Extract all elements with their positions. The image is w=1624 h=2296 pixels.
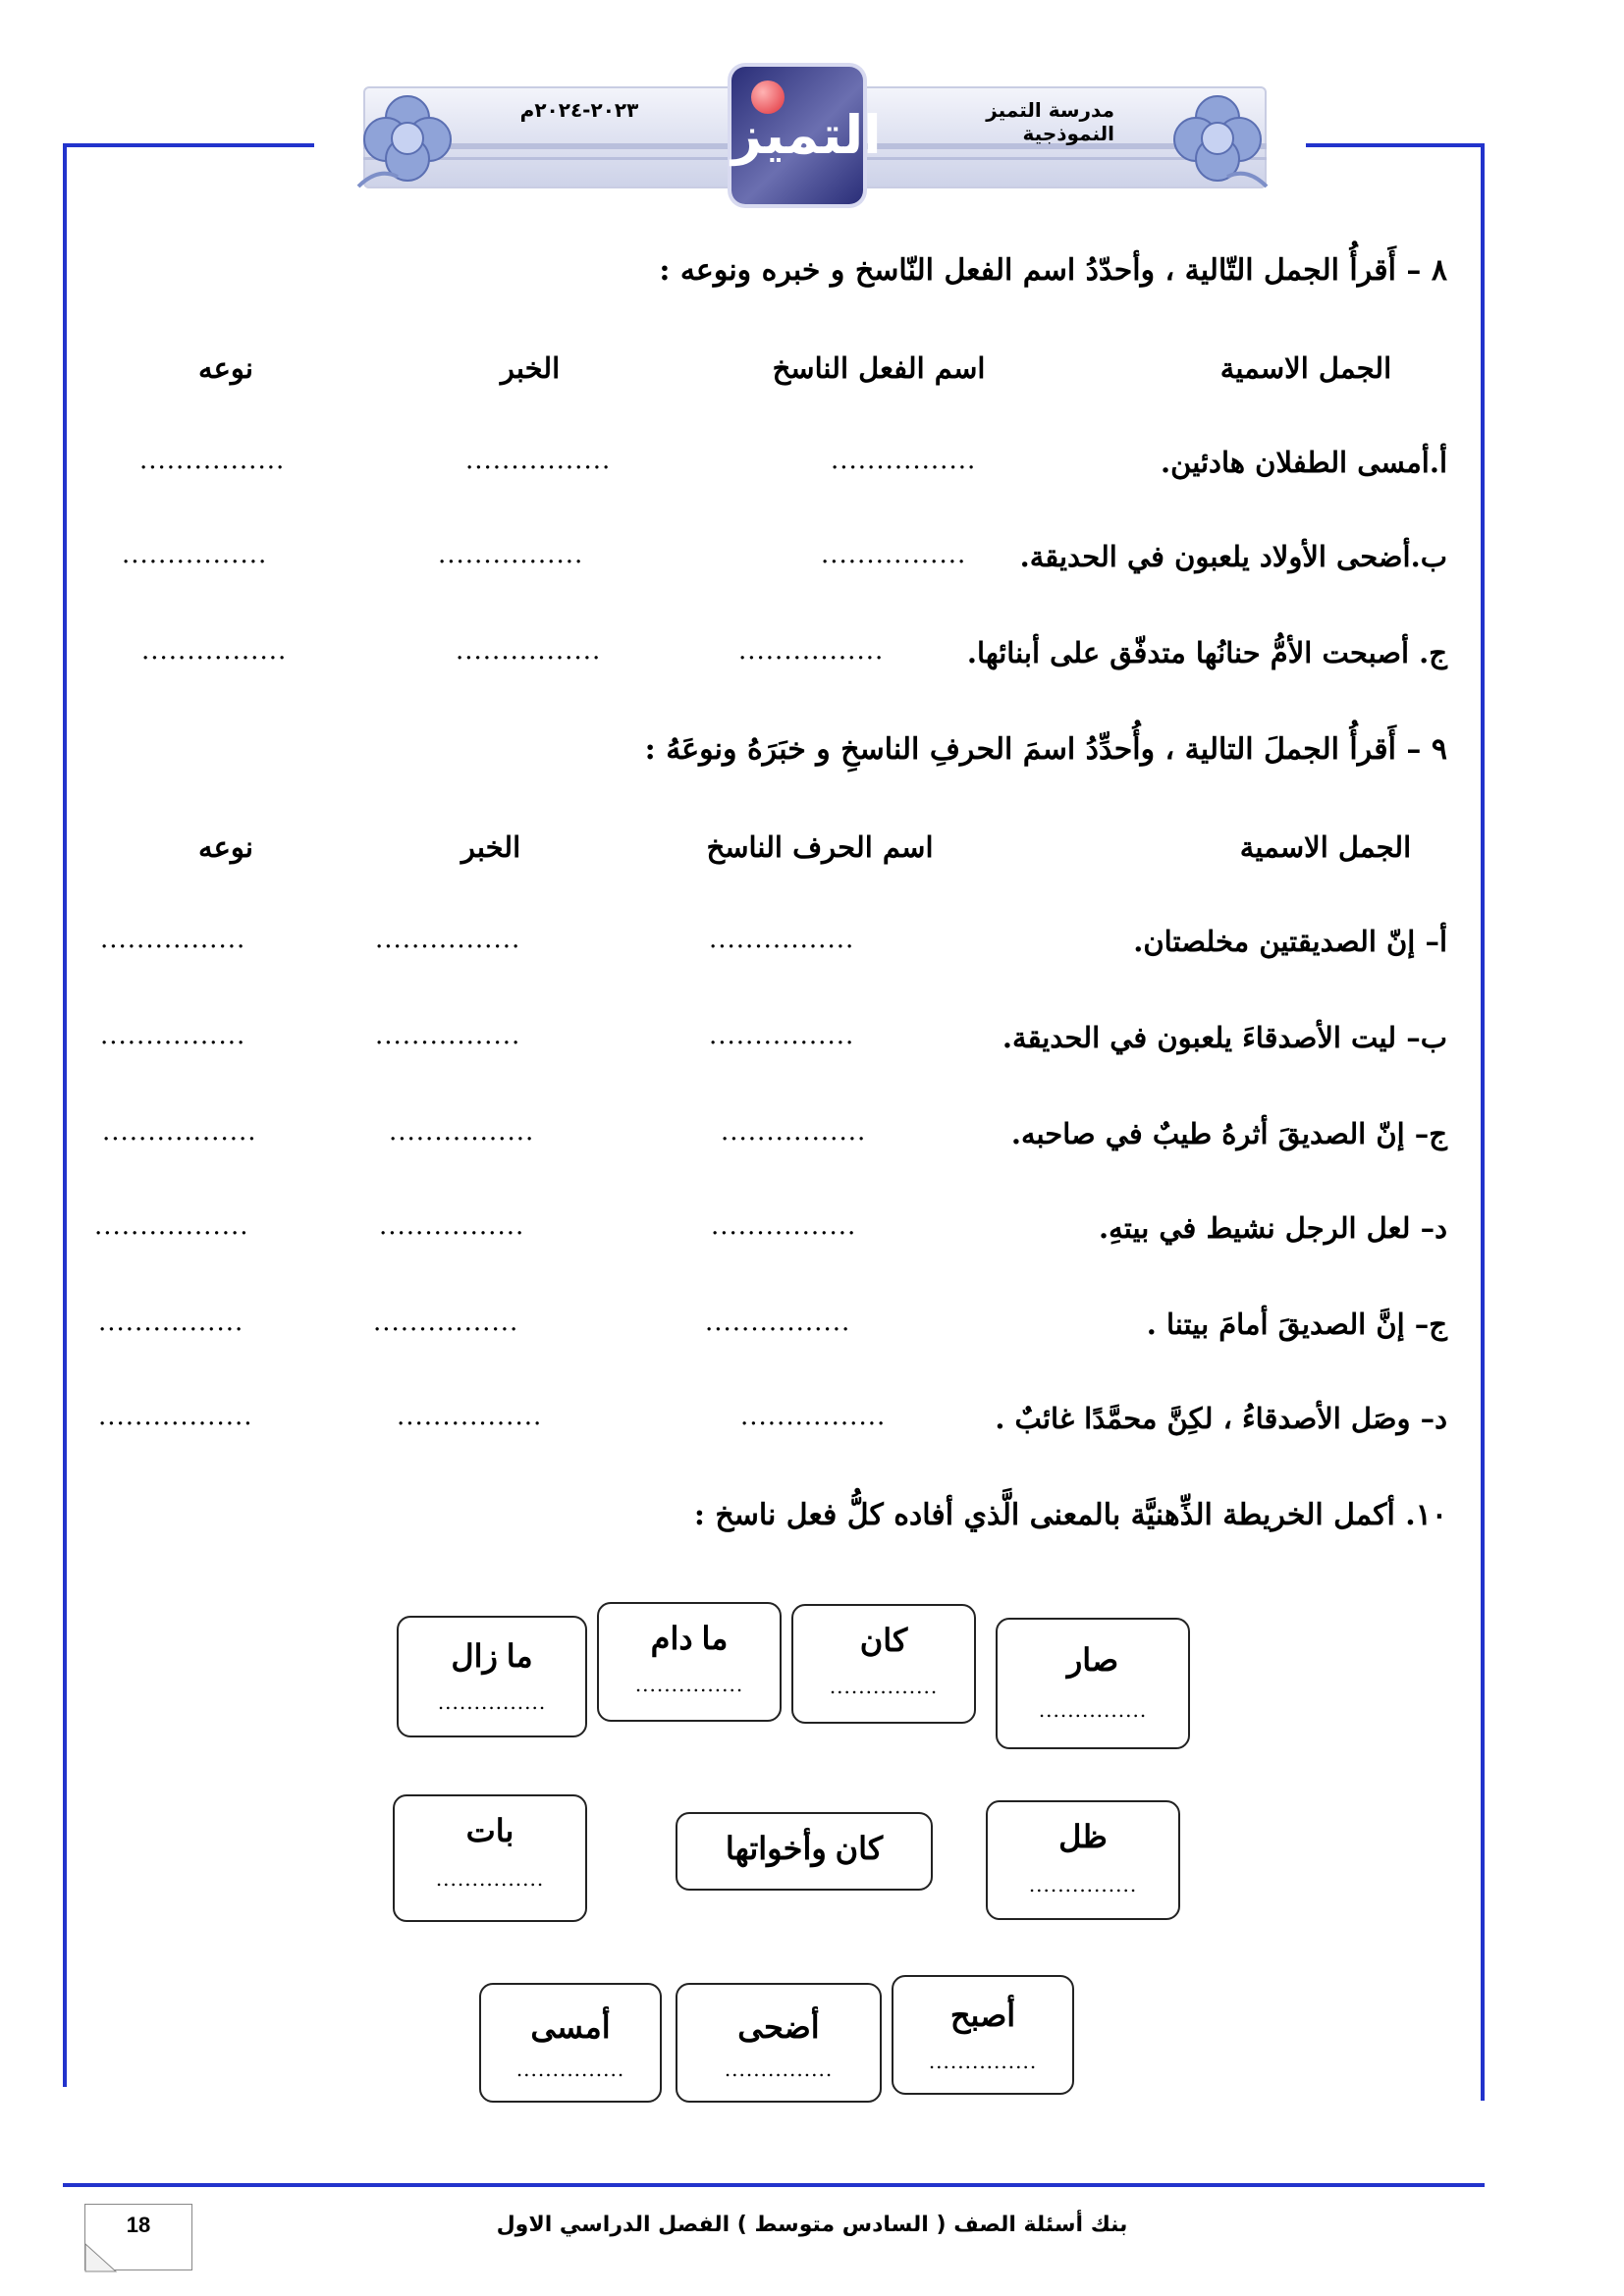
map-box-label: ما زال <box>451 1638 533 1674</box>
map-box-blank[interactable]: ............... <box>437 1690 547 1714</box>
frame-top-left <box>63 143 314 147</box>
q9-blank-c-3[interactable]: ................. <box>102 1117 257 1147</box>
page-fold-icon <box>84 2243 118 2272</box>
q8-blank-c-3[interactable]: ................ <box>141 636 288 666</box>
q9-blank-e-3[interactable]: ................ <box>98 1308 244 1337</box>
q9-blank-f-2[interactable]: ................ <box>397 1402 543 1431</box>
map-box-asbaha[interactable] <box>892 1975 1074 2095</box>
q10-title: ١٠. أكمل الخريطة الذِّهنيَّة بالمعنى الَّذي أفاده كلُّ فعل ناسخ : <box>693 1498 1447 1532</box>
q8-blank-b-1[interactable]: ................ <box>821 540 967 569</box>
q9-blank-c-1[interactable]: ................ <box>721 1117 867 1147</box>
map-box-amsa[interactable] <box>479 1983 662 2103</box>
q8-col-predicate: الخبر <box>500 351 561 385</box>
q9-blank-b-3[interactable]: ................ <box>100 1021 246 1050</box>
map-box-blank[interactable]: ............... <box>634 1673 744 1696</box>
q8-title: ٨ – أَقرأُ الجمل التّالية ، وأحدّدُ اسم الفعل النّاسخ و خبره ونوعه : <box>659 253 1447 288</box>
q9-blank-a-1[interactable]: ................ <box>709 925 855 954</box>
map-box-adha[interactable] <box>676 1983 882 2103</box>
frame-right <box>1481 143 1485 2101</box>
q8-sentence-a: أ.أمسى الطفلان هادئين. <box>1161 446 1447 479</box>
map-box-label: ما دام <box>650 1621 729 1656</box>
q9-blank-b-1[interactable]: ................ <box>709 1021 855 1050</box>
map-box-blank[interactable]: ............... <box>515 2057 625 2081</box>
q8-sentence-c: ج. أصبحت الأمُّ حنانُها متدفّق على أبنائها. <box>966 636 1447 669</box>
frame-top-right <box>1306 143 1485 147</box>
school-name: مدرسة التميز النموذجية <box>986 98 1114 145</box>
q9-blank-f-1[interactable]: ................ <box>740 1402 887 1431</box>
q9-sentence-a: أ– إنّ الصديقتين مخلصتان. <box>1133 925 1447 958</box>
map-box-label: أمسى <box>530 2009 611 2045</box>
q9-blank-a-2[interactable]: ................ <box>375 925 521 954</box>
q9-col-type: نوعه <box>198 830 253 864</box>
map-box-label: أصبح <box>949 1998 1016 2033</box>
school-logo <box>731 67 882 204</box>
q9-blank-b-2[interactable]: ................ <box>375 1021 521 1050</box>
footer-rule <box>63 2183 1485 2187</box>
q9-sentence-e: ج– إنَّ الصديقَ أمامَ بيتنا . <box>1146 1308 1447 1341</box>
q9-blank-d-3[interactable]: ................. <box>94 1211 249 1241</box>
q9-blank-d-2[interactable]: ................ <box>379 1211 525 1241</box>
q9-col-sentences: الجمل الاسمية <box>1239 830 1412 864</box>
q9-blank-a-3[interactable]: ................ <box>100 925 246 954</box>
q8-blank-a-1[interactable]: ................ <box>831 446 977 475</box>
q9-sentence-b: ب– ليت الأصدقاءَ يلعبون في الحديقة. <box>1001 1021 1447 1054</box>
logo-text: التميز <box>731 104 882 166</box>
map-box-label: ظل <box>1058 1819 1108 1854</box>
q9-col-particle-noun: اسم الحرف الناسخ <box>706 830 934 864</box>
map-box-zalla[interactable] <box>986 1800 1180 1920</box>
q8-blank-b-3[interactable]: ................ <box>122 540 268 569</box>
q8-col-type: نوعه <box>198 351 253 385</box>
map-box-blank[interactable]: ............... <box>928 2050 1038 2073</box>
q8-sentence-b: ب.أضحى الأولاد يلعبون في الحديقة. <box>1019 540 1447 573</box>
q8-col-verb-noun: اسم الفعل الناسخ <box>772 351 986 385</box>
map-box-label: صار <box>1066 1642 1119 1678</box>
school-year: ٢٠٢٣-٢٠٢٤م <box>519 98 639 122</box>
flower-right-icon <box>1159 79 1276 196</box>
map-box-bata[interactable] <box>393 1794 587 1922</box>
flower-left-icon <box>349 79 466 196</box>
page-number: 18 <box>126 2213 151 2237</box>
q8-blank-a-3[interactable]: ................ <box>139 446 286 475</box>
map-box-blank[interactable]: ............... <box>1028 1873 1138 1896</box>
map-box-label: بات <box>465 1813 514 1848</box>
q8-blank-a-2[interactable]: ................ <box>465 446 612 475</box>
q9-sentence-d: د– لعل الرجل نشيط في بيتهِ. <box>1099 1211 1447 1245</box>
q8-blank-c-2[interactable]: ................ <box>456 636 602 666</box>
frame-left <box>63 143 67 2087</box>
q9-col-predicate: الخبر <box>460 830 521 864</box>
map-center-node <box>676 1812 933 1891</box>
map-box-sara[interactable] <box>996 1618 1190 1749</box>
q9-blank-d-1[interactable]: ................ <box>711 1211 857 1241</box>
q9-blank-f-3[interactable]: ................. <box>98 1402 253 1431</box>
q8-col-sentences: الجمل الاسمية <box>1219 351 1392 385</box>
q8-blank-c-1[interactable]: ................ <box>738 636 885 666</box>
map-box-ma-dam[interactable] <box>597 1602 782 1722</box>
q9-blank-e-2[interactable]: ................ <box>373 1308 519 1337</box>
map-box-blank[interactable]: ............... <box>829 1675 939 1698</box>
map-box-ma-zal[interactable] <box>397 1616 587 1737</box>
map-box-blank[interactable]: ............... <box>1038 1698 1148 1722</box>
map-box-blank[interactable]: ............... <box>724 2057 834 2081</box>
q8-blank-b-2[interactable]: ................ <box>438 540 584 569</box>
q9-title: ٩ – أَقرأُ الجملَ التالية ، وأُحدِّدُ اسمَ الحرفِ الناسخِ و خبَرَهُ ونوعَهُ : <box>644 732 1447 767</box>
map-box-kana[interactable] <box>791 1604 976 1724</box>
footer-text: بنك أسئلة الصف ( السادس متوسط ) الفصل الدراسي الاول <box>496 2213 1128 2237</box>
map-box-blank[interactable]: ............... <box>435 1867 545 1891</box>
q9-blank-e-1[interactable]: ................ <box>705 1308 851 1337</box>
q9-sentence-c: ج– إنّ الصديقَ أثرهُ طيبٌ في صاحبه. <box>1010 1117 1447 1150</box>
map-box-label: أضحى <box>737 2009 820 2045</box>
map-center-label: كان وأخواتها <box>725 1831 884 1866</box>
q9-blank-c-2[interactable]: ................ <box>389 1117 535 1147</box>
map-box-label: كان <box>859 1623 908 1658</box>
q9-sentence-f: د– وصَل الأصدقاءُ ، لكِنَّ محمَّدًا غائبٌ . <box>995 1402 1447 1435</box>
